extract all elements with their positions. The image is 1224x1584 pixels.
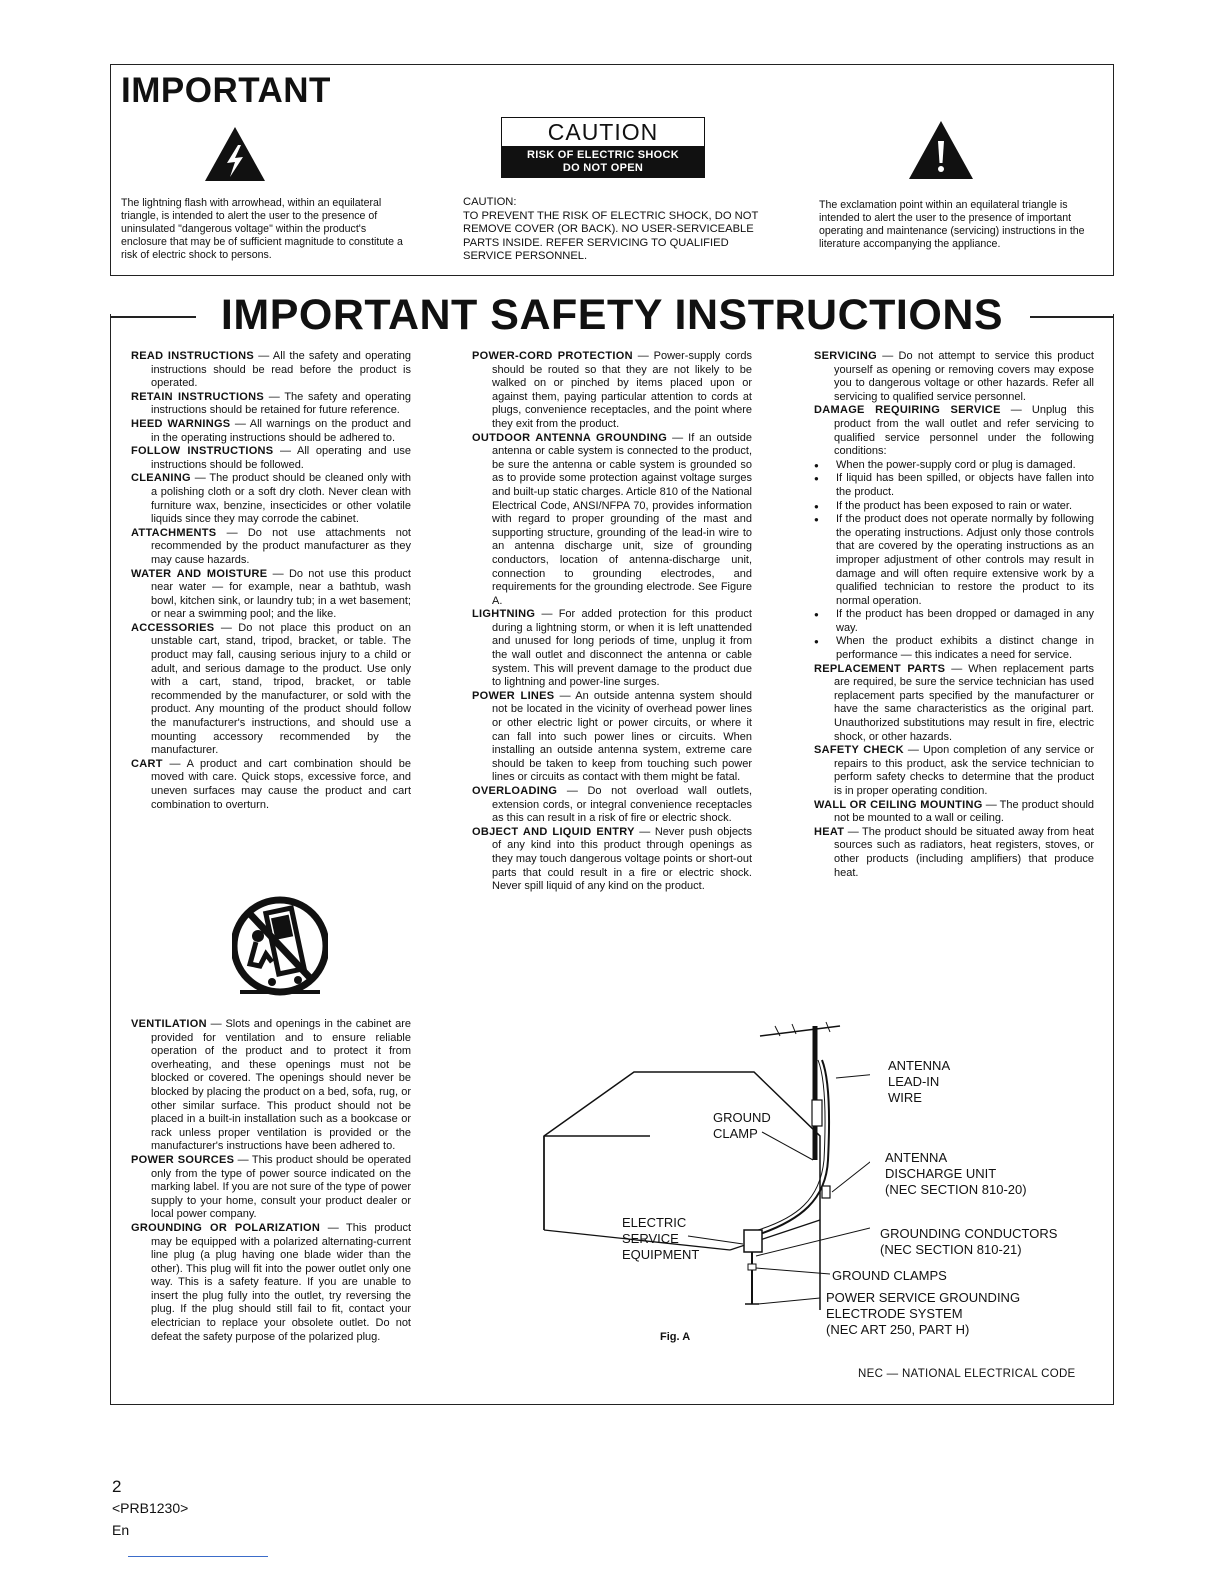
instruction-heading: OUTDOOR ANTENNA GROUNDING: [472, 431, 668, 444]
exclamation-triangle-icon: [907, 119, 975, 181]
document-code: <PRB1230>: [112, 1500, 189, 1516]
damage-condition-item: ● When the product exhibits a distinct change in performance — this indicates a need for service.: [814, 635, 1094, 662]
instruction-item: LIGHTNING — For added protection for this product during a lightning storm, or when it is left unattended and unused for long periods of time, unplug it from the wall outlet and disconnect the antenna or cable system. This will prevent damage to the product due to lightning and power-line surges.: [472, 608, 752, 689]
instruction-text: Do not overload wall outlets, extension cords, or integral convenience receptacles as this can result in a risk of fire or electric shock.: [492, 785, 752, 825]
page-number: 2: [112, 1477, 122, 1496]
instruction-item: CLEANING — The product should be cleaned only with a polishing cloth or a soft dry cloth. Never clean with furniture wax, benzine, insecticides or other volatile liquids since they may corrode the cabinet.: [131, 472, 411, 526]
instruction-item: WATER AND MOISTURE — Do not use this product near water — for example, near a bathtub, wash bowl, kitchen sink, or laundry tub; in a wet basement; or near a swimming pool; and the like.: [131, 567, 411, 621]
instruction-item: ATTACHMENTS — Do not use attachments not recommended by the product manufacturer as they may cause hazards.: [131, 526, 411, 566]
caution-heading: CAUTION:: [463, 196, 517, 208]
damage-condition-item: ● If the product has been dropped or damaged in any way.: [814, 608, 1094, 635]
instruction-item: WALL OR CEILING MOUNTING — The product should not be mounted to a wall or ceiling.: [814, 798, 1095, 825]
instruction-heading: HEAT: [814, 825, 845, 838]
instruction-text: Never push objects of any kind into this product through openings as they may touch dangerous voltage points or short-out parts that could result in a fire or electric shock. Never spill liquid of any kind on the product.: [492, 825, 752, 893]
antenna-lead-in-label: ANTENNA LEAD-IN WIRE: [888, 1058, 951, 1105]
instruction-text: For added protection for this product during a lightning storm, or when it is left unattended and unused for long periods of time, unplug it from the wall outlet and disconnect the antenna or cable system. This will prevent damage to the product due to lightning and power-line surges.: [492, 608, 752, 689]
instruction-heading: CLEANING: [131, 472, 191, 485]
bottom-rule: [128, 1556, 268, 1557]
instruction-heading: ATTACHMENTS: [131, 526, 217, 539]
damage-conditions-list: [814, 459, 1094, 663]
damage-condition-item: ● If the product has been exposed to rain or water.: [814, 500, 1094, 514]
instruction-heading: RETAIN INSTRUCTIONS: [131, 390, 265, 403]
instruction-item: OVERLOADING — Do not overload wall outlets, extension cords, or integral convenience receptacles as this can result in a risk of fire or electric shock.: [472, 785, 752, 825]
instruction-item: CART — A product and cart combination should be moved with care. Quick stops, excessive force, and uneven surfaces may cause the product and cart combination to overturn.: [131, 757, 411, 811]
cart-warning-icon: [232, 892, 328, 1000]
nec-note: NEC — NATIONAL ELECTRICAL CODE: [858, 1368, 1076, 1380]
instruction-item: SAFETY CHECK — Upon completion of any service or repairs to this product, ask the service technician to perform safety checks to determine that the product is in proper operating condition.: [814, 744, 1094, 797]
instruction-text: The safety and operating instructions should be retained for future reference.: [151, 390, 411, 417]
instruction-text: Power-supply cords should be routed so that they are not likely to be walked on or pinched by items placed upon or against them, paying particular attention to cords at plugs, convenience receptacles, and the point where they exit from the product.: [492, 350, 753, 430]
caution-banner-line2: DO NOT OPEN: [562, 162, 644, 174]
instruction-item: ACCESSORIES — Do not place this product on an unstable cart, stand, tripod, bracket, or table. The product may fall, causing serious injury to a child or adult, and serious damage to the product. Use only with a cart, stand, tripod, bracket, or table recommended by the manufacturer, or sold with the product. Any mounting of the product should follow the manufacturer's instructions, and should use a mounting accessory recommended by the manufacturer.: [131, 621, 411, 757]
caution-text-block: [463, 196, 773, 264]
instruction-text: The product should not be mounted to a wall or ceiling.: [834, 798, 1095, 825]
exclamation-explanation: The exclamation point within an equilateral triangle is intended to alert the user to the presence of important operating and maintenance (servicing) instructions in the literature accompanying the appliance.: [819, 199, 1085, 250]
instruction-text: Upon completion of any service or repairs to this product, ask the service technician to perform safety checks to determine that the product is in proper operating condition.: [834, 744, 1094, 797]
damage-condition-item: ● If liquid has been spilled, or objects have fallen into the product.: [814, 472, 1094, 499]
instruction-text: Do not use attachments not recommended by the product manufacturer as they may cause hazards.: [151, 526, 411, 566]
instruction-heading: CART: [131, 757, 163, 770]
language-code: En: [112, 1522, 130, 1538]
instruction-text: The product should be situated away from heat sources such as radiators, heat registers, stoves, or other products (including amplifiers) that produce heat.: [834, 825, 1094, 879]
instruction-heading: OVERLOADING: [472, 785, 558, 797]
instruction-heading: HEED WARNINGS: [131, 417, 231, 430]
instruction-item: GROUNDING OR POLARIZATION — This product may be equipped with a polarized alternating-current line plug (a plug having one blade wider than the other). This plug will fit into the power outlet only one way. This is a safety feature. If you are unable to insert the plug fully into the outlet, try reversing the plug. If the plug should still fail to fit, contact your electrician to replace your obsolete outlet. Do not defeat the safety purpose of the polarized plug.: [131, 1221, 412, 1343]
instruction-item: POWER-CORD PROTECTION — Power-supply cords should be routed so that they are not likely to be walked on or pinched by items placed upon or against them, paying particular attention to cords at plugs, convenience receptacles, and the point where they exit from the product.: [472, 350, 753, 430]
caution-banner-line1: RISK OF ELECTRIC SHOCK: [526, 149, 680, 161]
instruction-heading: ACCESSORIES: [131, 621, 215, 634]
column-2: [472, 350, 752, 894]
ground-clamps-label: GROUND CLAMPS: [832, 1268, 947, 1283]
column-3: [814, 350, 1094, 880]
column-1-lower: [131, 1018, 411, 1344]
instruction-text: All warnings on the product and in the operating instructions should be adhered to.: [151, 417, 411, 444]
instruction-item: VENTILATION — Slots and openings in the cabinet are provided for ventilation and to ensure reliable operation of the product and to protect it from overheating, and these openings must not be blocked or covered. The openings should never be blocked by placing the product on a bed, sofa, rug, or other similar surface. This product should not be placed in a built-in installation such as a bookcase or rack unless proper ventilation is provided or the manufacturer's instructions have been adhered to.: [131, 1018, 411, 1153]
instruction-item: OBJECT AND LIQUID ENTRY — Never push objects of any kind into this product through openings as they may touch dangerous voltage points or short-out parts that could result in a fire or electric shock. Never spill liquid of any kind on the product.: [472, 825, 752, 893]
instruction-text: An outside antenna system should not be located in the vicinity of overhead power lines or other electric light or power circuits, or where it can fall into such power lines or circuits. When installing an outside antenna system, extreme care should be taken to keep from touching such power lines or circuits as contact with them might be fatal.: [492, 689, 752, 784]
instruction-text: All the safety and operating instructions should be read before the product is operated.: [151, 350, 412, 390]
instruction-item: OUTDOOR ANTENNA GROUNDING — If an outside antenna or cable system is connected to the product, be sure the antenna or cable system is grounded so as to provide some protection against voltage surges and built-up static charges. Article 810 of the National Electrical Code, ANSI/NFPA 70, provides information with regard to proper grounding of the mast and supporting structure, grounding of the lead-in wire to an antenna discharge unit, size of grounding conductors, location of antenna-discharge unit, connection to grounding electrodes, and requirements for the grounding electrode. See Figure A.: [472, 431, 752, 607]
instruction-heading: WATER AND MOISTURE: [131, 567, 268, 580]
instruction-item: REPLACEMENT PARTS — When replacement parts are required, be sure the service technician has used replacement parts specified by the manufacturer or have the same characteristics as the original part. Unauthorized substitutions may result in fire, electric shock, or other hazards.: [814, 662, 1094, 743]
damage-condition-item: ● When the power-supply cord or plug is damaged.: [814, 459, 1094, 473]
instruction-item: HEAT — The product should be situated away from heat sources such as radiators, heat registers, stoves, or other products (including amplifiers) that produce heat.: [814, 825, 1094, 879]
instruction-heading: REPLACEMENT PARTS: [814, 662, 946, 675]
instruction-heading: POWER SOURCES: [131, 1153, 235, 1166]
instruction-heading: SAFETY CHECK: [814, 744, 904, 757]
instruction-heading: LIGHTNING: [472, 608, 536, 621]
instruction-item: HEED WARNINGS — All warnings on the product and in the operating instructions should be adhered to.: [131, 417, 411, 444]
caution-text: TO PREVENT THE RISK OF ELECTRIC SHOCK, DO NOT REMOVE COVER (OR BACK). NO USER-SERVICEABLE PARTS INSIDE. REFER SERVICING TO QUALIFIED SERVICE PERSONNEL.: [463, 209, 759, 262]
grounding-electrode-label: POWER SERVICE GROUNDING ELECTRODE SYSTEM (NEC ART 250, PART H): [826, 1290, 1021, 1337]
instruction-heading: FOLLOW INSTRUCTIONS: [131, 445, 274, 458]
damage-condition-item: ● If the product does not operate normally by following the operating instructions. Adjust only those controls that are covered by the operating instructions as an improper adjustment of other controls may result in damage and will often require extensive work by a qualified technician to restore the product to its normal operation.: [814, 513, 1094, 608]
caution-banner: [501, 147, 705, 178]
instruction-heading: GROUNDING OR POLARIZATION: [131, 1221, 321, 1234]
instruction-text: A product and cart combination should be moved with care. Quick stops, excessive force, and uneven surfaces may cause the product and cart combination to overturn.: [151, 757, 411, 811]
important-title: IMPORTANT: [121, 71, 331, 110]
damage-item: DAMAGE REQUIRING SERVICE — Unplug this product from the wall outlet and refer servicing to qualified service personnel under the following conditions:: [814, 404, 1094, 458]
column-3-rest: [814, 663, 1094, 881]
instruction-text: This product may be equipped with a polarized alternating-current line plug (a plug having one blade wider than the other). This plug will fit into the power outlet only one way. This is a safety feature. If you are unable to insert the plug fully into the outlet, try reversing the plug. If the plug should still fail to fit, contact your electrician to replace your obsolete outlet. Do not defeat the safety purpose of the polarized plug.: [151, 1221, 412, 1343]
instruction-text: Slots and openings in the cabinet are provided for ventilation and to ensure reliable operation of the product and to protect it from overheating, and these openings must not be blocked or covered. The openings should never be blocked by placing the product on a bed, sofa, rug, or other similar surface. This product should not be placed in a built-in installation such as a bookcase or rack unless proper ventilation is provided or the manufacturer's instructions have been adhered to.: [151, 1018, 411, 1153]
instruction-item: RETAIN INSTRUCTIONS — The safety and operating instructions should be retained for future reference.: [131, 390, 411, 417]
instruction-text: This product should be operated only from the type of power source indicated on the marking label. If you are not sure of the type of power supply to your home, consult your product dealer or local power company.: [151, 1153, 411, 1221]
safety-title: IMPORTANT SAFETY INSTRUCTIONS: [220, 291, 1004, 339]
instruction-item: POWER LINES — An outside antenna system should not be located in the vicinity of overhead power lines or other electric light or power circuits, or where it can fall into such power lines or circuits. When installing an outside antenna system, extreme care should be taken to keep from touching such power lines or circuits as contact with them might be fatal.: [472, 689, 752, 784]
lightning-triangle-icon: [203, 125, 267, 183]
instruction-item: FOLLOW INSTRUCTIONS — All operating and use instructions should be followed.: [131, 445, 411, 471]
caution-label-box: [501, 117, 705, 178]
lightning-explanation: The lightning flash with arrowhead, within an equilateral triangle, is intended to alert the user to the presence of uninsulated "dangerous voltage" within the product's enclosure that may be of sufficient magnitude to constitute a risk of electric shock to persons.: [121, 197, 403, 261]
ground-clamp-label: GROUND CLAMP: [713, 1110, 771, 1141]
important-box: [110, 64, 1114, 276]
instruction-text: When replacement parts are required, be sure the service technician has used replacement parts specified by the manufacturer or have the same characteristics as the original part. Unauthorized substitutions may result in fire, electric shock, or other hazards.: [834, 662, 1094, 743]
instruction-heading: VENTILATION: [131, 1018, 207, 1030]
instruction-heading: OBJECT AND LIQUID ENTRY: [472, 825, 635, 838]
instruction-heading: POWER LINES: [472, 689, 555, 702]
instruction-heading: WALL OR CEILING MOUNTING: [814, 798, 983, 811]
instruction-text: Do not place this product on an unstable cart, stand, tripod, bracket, or table. The product may fall, causing serious injury to a child or adult, and serious damage to the product. Use only with a cart, stand, tripod, bracket, or table recommended by the manufacturer, or sold with the product. Any mounting of the product should follow the manufacturer's instructions, and should use a mounting accessory recommended by the manufacturer.: [151, 621, 411, 757]
instruction-item: POWER SOURCES — This product should be operated only from the type of power source indicated on the marking label. If you are not sure of the type of power supply to your home, consult your product dealer or local power company.: [131, 1153, 411, 1221]
antenna-grounding-diagram: [530, 1020, 870, 1320]
instruction-heading: READ INSTRUCTIONS: [131, 350, 255, 362]
instruction-text: If an outside antenna or cable system is connected to the product, be sure the antenna or cable system is grounded so as to provide some protection against voltage surges and built-up static charges. Article 810 of the National Electrical Code, ANSI/NFPA 70, provides information with regard to proper grounding of the mast and supporting structure, grounding of the lead-in wire to an antenna discharge unit, size of grounding conductors, location of antenna-discharge unit, connection to grounding electrodes, and requirements for the grounding electrode. See Figure A.: [492, 431, 752, 607]
column-1: [131, 350, 411, 812]
discharge-unit-label: ANTENNA DISCHARGE UNIT (NEC SECTION 810-20): [885, 1150, 1027, 1197]
grounding-conductors-label: GROUNDING CONDUCTORS (NEC SECTION 810-21): [880, 1226, 1058, 1257]
servicing-item: SERVICING — Do not attempt to service this product yourself as opening or removing covers may expose you to dangerous voltage or other hazards. Refer all servicing to qualified service personnel.: [814, 350, 1094, 403]
figure-caption: Fig. A: [660, 1331, 691, 1343]
electric-service-label: ELECTRIC SERVICE EQUIPMENT: [622, 1215, 700, 1262]
instruction-item: READ INSTRUCTIONS — All the safety and operating instructions should be read before the product is operated.: [131, 350, 412, 390]
instruction-text: Do not use this product near water — for example, near a bathtub, wash bowl, kitchen sink, or laundry tub; in a wet basement; or near a swimming pool; and the like.: [151, 567, 411, 621]
instruction-text: The product should be cleaned only with a polishing cloth or a soft dry cloth. Never clean with furniture wax, benzine, insecticides or other volatile liquids since they may corrode the cabinet.: [151, 472, 411, 526]
instruction-text: All operating and use instructions should be followed.: [151, 445, 411, 471]
caution-word: CAUTION: [501, 117, 705, 147]
instruction-heading: POWER-CORD PROTECTION: [472, 350, 633, 362]
